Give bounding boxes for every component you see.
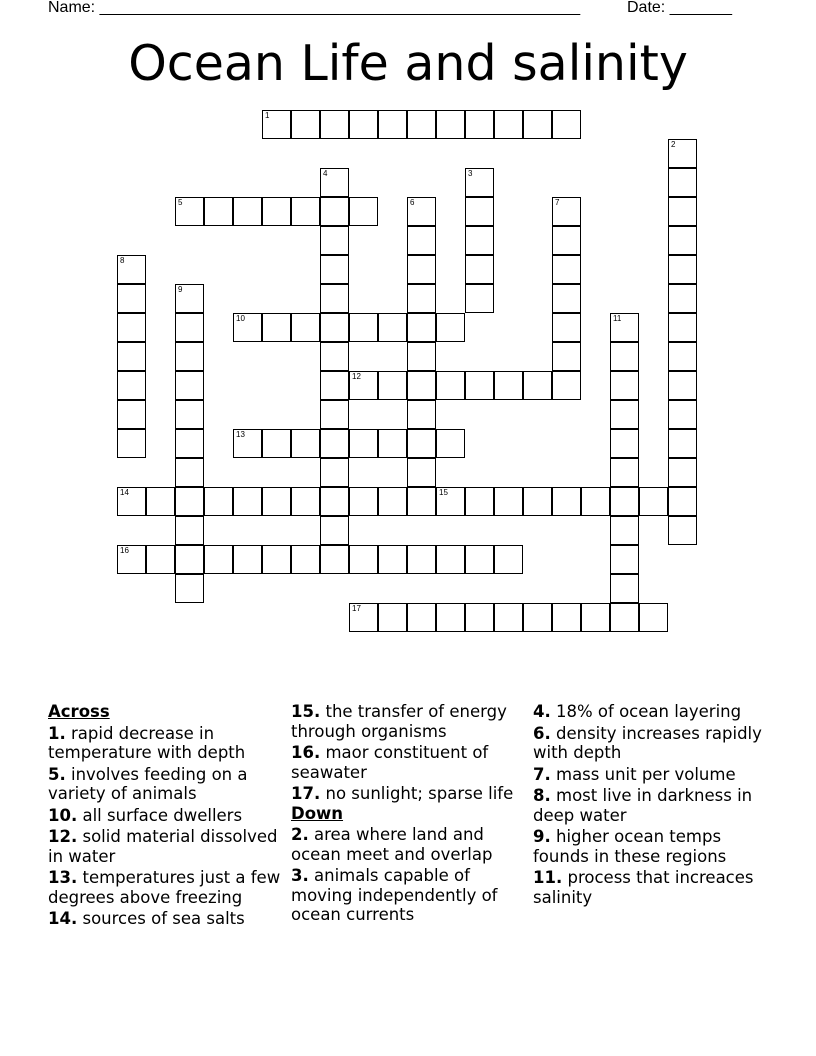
clue-across-5: 5. involves feeding on a variety of animals xyxy=(48,764,248,803)
grid-cell[interactable] xyxy=(407,429,436,458)
grid-cell[interactable] xyxy=(378,603,407,632)
grid-cell[interactable] xyxy=(552,197,581,226)
grid-cell[interactable] xyxy=(407,284,436,313)
grid-cell[interactable] xyxy=(175,371,204,400)
grid-cell[interactable] xyxy=(552,284,581,313)
clue-number: 3 xyxy=(468,169,473,178)
clue-number: 1 xyxy=(265,111,270,120)
grid-cell[interactable] xyxy=(320,110,349,139)
grid-cell[interactable] xyxy=(668,168,697,197)
clue-across-1: 1. rapid decrease in temperature with depth xyxy=(48,723,246,762)
grid-cell[interactable] xyxy=(262,429,291,458)
grid-cell[interactable] xyxy=(610,574,639,603)
grid-cell[interactable] xyxy=(610,603,639,632)
grid-cell[interactable] xyxy=(407,197,436,226)
grid-cell[interactable] xyxy=(668,139,697,168)
grid-cell[interactable] xyxy=(668,371,697,400)
grid-cell[interactable] xyxy=(494,603,523,632)
grid-cell[interactable] xyxy=(233,313,262,342)
grid-cell[interactable] xyxy=(320,255,349,284)
grid-cell[interactable] xyxy=(465,545,494,574)
grid-cell[interactable] xyxy=(349,313,378,342)
grid-cell[interactable] xyxy=(668,197,697,226)
grid-cell[interactable] xyxy=(204,487,233,516)
clue-number: 14 xyxy=(120,488,129,497)
grid-cell[interactable] xyxy=(175,458,204,487)
grid-cell[interactable] xyxy=(349,110,378,139)
grid-cell[interactable] xyxy=(552,487,581,516)
grid-cell[interactable] xyxy=(668,342,697,371)
grid-cell[interactable] xyxy=(175,487,204,516)
grid-cell[interactable] xyxy=(378,487,407,516)
grid-cell[interactable] xyxy=(552,603,581,632)
grid-cell[interactable] xyxy=(175,545,204,574)
clue-across-15: 15. the transfer of energy through organisms xyxy=(291,702,507,741)
grid-cell[interactable] xyxy=(610,429,639,458)
grid-cell[interactable] xyxy=(610,313,639,342)
grid-cell[interactable] xyxy=(668,429,697,458)
grid-cell[interactable] xyxy=(175,284,204,313)
grid-cell[interactable] xyxy=(117,429,146,458)
grid-cell[interactable] xyxy=(610,371,639,400)
grid-cell[interactable] xyxy=(668,255,697,284)
grid-cell[interactable] xyxy=(465,284,494,313)
grid-cell[interactable] xyxy=(320,226,349,255)
grid-cell[interactable] xyxy=(262,487,291,516)
grid-cell[interactable] xyxy=(436,313,465,342)
grid-cell[interactable] xyxy=(117,400,146,429)
clue-number: 17 xyxy=(352,604,361,613)
grid-cell[interactable] xyxy=(436,487,465,516)
grid-cell[interactable] xyxy=(204,197,233,226)
grid-cell[interactable] xyxy=(175,197,204,226)
clue-down-4: 4. 18% of ocean layering xyxy=(533,702,742,721)
clues-column-2 xyxy=(291,702,527,925)
grid-cell[interactable] xyxy=(407,110,436,139)
grid-cell[interactable] xyxy=(291,545,320,574)
grid-cell[interactable] xyxy=(610,342,639,371)
grid-cell[interactable] xyxy=(233,429,262,458)
grid-cell[interactable] xyxy=(320,371,349,400)
clue-across-10: 10. all surface dwellers xyxy=(48,805,243,825)
grid-cell[interactable] xyxy=(291,487,320,516)
clues-column-1 xyxy=(48,702,284,929)
grid-cell[interactable] xyxy=(668,226,697,255)
clue-number: 2 xyxy=(671,140,676,149)
clue-down-6: 6. density increases rapidly with depth xyxy=(533,723,762,762)
grid-cell[interactable] xyxy=(552,110,581,139)
grid-cell[interactable] xyxy=(465,110,494,139)
grid-cell[interactable] xyxy=(581,603,610,632)
name-field-label: Name: ______________________________________________________ xyxy=(48,0,581,16)
clue-number: 10 xyxy=(236,314,245,323)
grid-cell[interactable] xyxy=(639,603,668,632)
grid-cell[interactable] xyxy=(378,110,407,139)
grid-cell[interactable] xyxy=(610,545,639,574)
clue-number: 5 xyxy=(178,198,183,207)
grid-cell[interactable] xyxy=(465,168,494,197)
grid-cell[interactable] xyxy=(610,516,639,545)
grid-cell[interactable] xyxy=(465,603,494,632)
grid-cell[interactable] xyxy=(291,110,320,139)
grid-cell[interactable] xyxy=(349,371,378,400)
grid-cell[interactable] xyxy=(552,342,581,371)
grid-cell[interactable] xyxy=(610,400,639,429)
grid-cell[interactable] xyxy=(378,313,407,342)
clue-number: 8 xyxy=(120,256,125,265)
grid-cell[interactable] xyxy=(349,545,378,574)
grid-cell[interactable] xyxy=(436,429,465,458)
clue-down-9: 9. higher ocean temps founds in these regions xyxy=(533,827,727,866)
grid-cell[interactable] xyxy=(349,487,378,516)
grid-cell[interactable] xyxy=(407,255,436,284)
grid-cell[interactable] xyxy=(407,313,436,342)
grid-cell[interactable] xyxy=(320,168,349,197)
puzzle-title: Ocean Life and salinity xyxy=(128,35,688,92)
grid-cell[interactable] xyxy=(117,284,146,313)
grid-cell[interactable] xyxy=(378,429,407,458)
grid-cell[interactable] xyxy=(175,313,204,342)
grid-cell[interactable] xyxy=(320,429,349,458)
clue-number: 6 xyxy=(410,198,415,207)
grid-cell[interactable] xyxy=(407,371,436,400)
grid-cell[interactable] xyxy=(262,110,291,139)
grid-cell[interactable] xyxy=(494,371,523,400)
grid-cell[interactable] xyxy=(407,226,436,255)
grid-cell[interactable] xyxy=(436,371,465,400)
grid-cell[interactable] xyxy=(291,197,320,226)
grid-cell[interactable] xyxy=(320,516,349,545)
clue-number: 11 xyxy=(613,314,622,323)
grid-cell[interactable] xyxy=(349,197,378,226)
grid-cell[interactable] xyxy=(552,255,581,284)
grid-cell[interactable] xyxy=(407,545,436,574)
grid-cell[interactable] xyxy=(117,342,146,371)
grid-cell[interactable] xyxy=(465,197,494,226)
grid-cell[interactable] xyxy=(639,487,668,516)
grid-cell[interactable] xyxy=(378,371,407,400)
clue-number: 7 xyxy=(555,198,560,207)
grid-cell[interactable] xyxy=(175,342,204,371)
grid-cell[interactable] xyxy=(668,516,697,545)
grid-cell[interactable] xyxy=(175,429,204,458)
grid-cell[interactable] xyxy=(320,342,349,371)
grid-cell[interactable] xyxy=(465,371,494,400)
grid-cell[interactable] xyxy=(262,197,291,226)
grid-cell[interactable] xyxy=(523,603,552,632)
grid-cell[interactable] xyxy=(262,313,291,342)
grid-cell[interactable] xyxy=(407,487,436,516)
grid-cell[interactable] xyxy=(668,313,697,342)
clue-across-16: 16. maor constituent of seawater xyxy=(291,743,489,782)
grid-cell[interactable] xyxy=(204,545,233,574)
grid-cell[interactable] xyxy=(146,487,175,516)
grid-cell[interactable] xyxy=(494,545,523,574)
clue-across-12: 12. solid material dissolved in water xyxy=(48,827,278,866)
clue-down-3: 3. animals capable of moving independently of ocean currents xyxy=(291,866,498,924)
grid-cell[interactable] xyxy=(117,487,146,516)
clue-across-14: 14. sources of sea salts xyxy=(48,909,245,928)
grid-cell[interactable] xyxy=(233,545,262,574)
grid-cell[interactable] xyxy=(175,516,204,545)
clue-number: 4 xyxy=(323,169,328,178)
grid-cell[interactable] xyxy=(436,603,465,632)
grid-cell[interactable] xyxy=(175,574,204,603)
grid-cell[interactable] xyxy=(320,313,349,342)
grid-cell[interactable] xyxy=(117,545,146,574)
grid-cell[interactable] xyxy=(523,371,552,400)
grid-cell[interactable] xyxy=(320,487,349,516)
grid-cell[interactable] xyxy=(610,487,639,516)
grid-cell[interactable] xyxy=(465,226,494,255)
grid-cell[interactable] xyxy=(523,487,552,516)
clue-number: 9 xyxy=(178,285,183,294)
clues-column-3 xyxy=(533,702,769,907)
grid-cell[interactable] xyxy=(668,284,697,313)
grid-cell[interactable] xyxy=(436,545,465,574)
grid-cell[interactable] xyxy=(117,255,146,284)
grid-cell[interactable] xyxy=(668,487,697,516)
grid-cell[interactable] xyxy=(465,255,494,284)
clue-across-17: 17. no sunlight; sparse life xyxy=(291,784,514,803)
grid-cell[interactable] xyxy=(117,371,146,400)
grid-cell[interactable] xyxy=(320,545,349,574)
clue-down-8: 8. most live in darkness in deep water xyxy=(533,786,753,825)
grid-cell[interactable] xyxy=(320,400,349,429)
grid-cell[interactable] xyxy=(378,545,407,574)
clue-number: 16 xyxy=(120,546,129,555)
grid-cell[interactable] xyxy=(291,313,320,342)
grid-cell[interactable] xyxy=(494,110,523,139)
clue-number: 13 xyxy=(236,430,245,439)
clue-number: 12 xyxy=(352,372,361,381)
grid-cell[interactable] xyxy=(407,458,436,487)
clue-down-11: 11. process that increaces salinity xyxy=(533,868,754,907)
grid-cell[interactable] xyxy=(320,458,349,487)
clue-down-2: 2. area where land and ocean meet and overlap xyxy=(291,825,493,864)
grid-cell[interactable] xyxy=(233,197,262,226)
grid-cell[interactable] xyxy=(610,458,639,487)
grid-cell[interactable] xyxy=(465,487,494,516)
grid-cell[interactable] xyxy=(407,400,436,429)
grid-cell[interactable] xyxy=(668,458,697,487)
grid-cell[interactable] xyxy=(233,487,262,516)
grid-cell[interactable] xyxy=(117,313,146,342)
grid-cell[interactable] xyxy=(175,400,204,429)
grid-cell[interactable] xyxy=(407,342,436,371)
clue-down-7: 7. mass unit per volume xyxy=(533,764,736,784)
clue-across-13: 13. temperatures just a few degrees above freezing xyxy=(48,868,281,907)
across-heading: Across xyxy=(48,702,110,721)
grid-cell[interactable] xyxy=(552,371,581,400)
grid-cell[interactable] xyxy=(407,603,436,632)
grid-cell[interactable] xyxy=(552,226,581,255)
grid-cell[interactable] xyxy=(320,284,349,313)
grid-cell[interactable] xyxy=(291,429,320,458)
grid-cell[interactable] xyxy=(262,545,291,574)
date-field-label: Date: _______ xyxy=(627,0,732,16)
grid-cell[interactable] xyxy=(494,487,523,516)
grid-cell[interactable] xyxy=(349,603,378,632)
grid-cell[interactable] xyxy=(523,110,552,139)
grid-cell[interactable] xyxy=(146,545,175,574)
down-heading: Down xyxy=(291,803,344,823)
grid-cell[interactable] xyxy=(581,487,610,516)
grid-cell[interactable] xyxy=(349,429,378,458)
grid-cell[interactable] xyxy=(320,197,349,226)
clue-number: 15 xyxy=(439,488,448,497)
grid-cell[interactable] xyxy=(552,313,581,342)
grid-cell[interactable] xyxy=(668,400,697,429)
grid-cell[interactable] xyxy=(436,110,465,139)
